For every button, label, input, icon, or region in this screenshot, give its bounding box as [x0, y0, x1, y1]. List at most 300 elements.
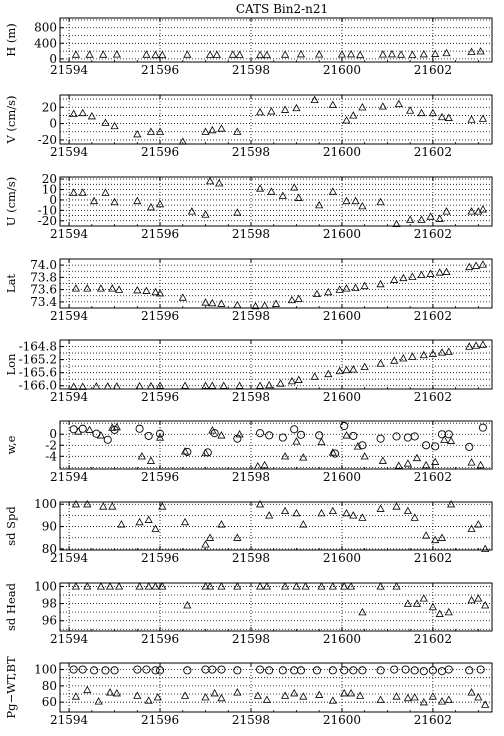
ytick-label: -165.6	[18, 365, 57, 380]
ytick-label: -166.0	[18, 378, 57, 393]
circle-marker	[266, 667, 273, 674]
triangle-marker	[439, 114, 446, 120]
triangle-marker	[134, 287, 141, 293]
xtick-label: 21600	[322, 63, 362, 77]
triangle-marker	[98, 583, 105, 589]
triangle-marker	[107, 689, 114, 695]
xtick-label: 21602	[413, 309, 452, 323]
ytick-label: -4	[45, 449, 57, 464]
triangle-marker	[300, 454, 307, 460]
xtick-label: 21598	[231, 632, 271, 646]
triangle-marker	[152, 52, 159, 58]
triangle-marker	[136, 519, 143, 525]
triangle-marker	[277, 380, 284, 386]
triangle-marker	[293, 438, 300, 444]
ytick-label: 98	[41, 596, 57, 611]
circle-marker	[184, 667, 191, 674]
triangle-marker	[73, 285, 80, 291]
xtick-label: 21598	[231, 390, 271, 404]
triangle-marker	[182, 519, 189, 525]
ytick-label: -164.8	[18, 339, 57, 354]
triangle-marker	[113, 690, 120, 696]
triangle-marker	[480, 261, 487, 267]
ytick-label: 0	[49, 116, 57, 131]
circle-marker	[256, 666, 263, 673]
ylabel: Lon	[4, 353, 18, 376]
triangle-marker	[134, 198, 141, 204]
triangle-marker	[407, 216, 414, 222]
triangle-marker	[218, 125, 225, 131]
ytick-label: 80	[41, 541, 57, 556]
triangle-marker	[439, 698, 446, 704]
circle-marker	[218, 666, 225, 673]
ylabel: V (cm/s)	[4, 95, 18, 144]
triangle-marker	[377, 505, 384, 511]
triangle-marker	[468, 459, 475, 465]
xtick-label: 21594	[50, 632, 89, 646]
triangle-marker	[468, 48, 475, 54]
ylabel: sd Head	[4, 583, 18, 631]
triangle-marker	[95, 698, 102, 704]
triangle-marker	[443, 50, 450, 56]
triangle-marker	[404, 508, 411, 514]
ytick-label: 96	[41, 613, 57, 628]
triangle-marker	[254, 463, 261, 469]
triangle-marker	[84, 687, 91, 693]
triangle-marker	[98, 285, 105, 291]
triangle-marker	[391, 357, 398, 363]
xtick-label: 21594	[50, 390, 89, 404]
triangle-marker	[209, 127, 216, 133]
circle-marker	[313, 667, 320, 674]
triangle-marker	[145, 583, 152, 589]
triangle-marker	[109, 285, 116, 291]
triangle-marker	[473, 342, 480, 348]
ytick-label: 20	[41, 172, 57, 187]
circle-marker	[104, 436, 111, 443]
triangle-marker	[148, 457, 155, 463]
triangle-marker	[216, 180, 223, 186]
triangle-marker	[477, 462, 484, 468]
triangle-marker	[102, 119, 109, 125]
triangle-marker	[480, 115, 487, 121]
triangle-marker	[343, 510, 350, 516]
triangle-marker	[279, 192, 286, 198]
circle-marker	[404, 434, 411, 441]
xtick-label: 21594	[50, 713, 89, 727]
ytick-label: 0	[49, 51, 57, 66]
circle-marker	[291, 667, 298, 674]
panels	[4, 18, 492, 727]
xtick-label: 21600	[322, 145, 362, 159]
triangle-marker	[264, 696, 271, 702]
xtick-label: 21600	[322, 309, 362, 323]
triangle-marker	[311, 373, 318, 379]
triangle-marker	[414, 455, 421, 461]
panel-2	[4, 172, 492, 241]
circle-marker	[234, 667, 241, 674]
triangle-marker	[100, 51, 107, 57]
circle-marker	[420, 668, 427, 675]
xtick-label: 21598	[231, 470, 271, 484]
circle-marker	[466, 443, 473, 450]
triangle-marker	[145, 516, 152, 522]
triangle-marker	[207, 51, 214, 57]
triangle-marker	[282, 692, 289, 698]
triangle-marker	[209, 382, 216, 388]
triangle-marker	[404, 460, 411, 466]
triangle-marker	[291, 690, 298, 696]
triangle-marker	[445, 696, 452, 702]
circle-marker	[316, 432, 323, 439]
panel-0	[4, 18, 492, 77]
triangle-marker	[357, 692, 364, 698]
xtick-label: 21598	[231, 713, 271, 727]
triangle-marker	[295, 376, 302, 382]
triangle-marker	[473, 262, 480, 268]
triangle-marker	[482, 545, 489, 551]
triangle-marker	[379, 457, 386, 463]
triangle-marker	[234, 302, 241, 308]
circle-marker	[111, 667, 118, 674]
ytick-label: 73.8	[30, 270, 57, 285]
triangle-marker	[404, 695, 411, 701]
xtick-label: 21602	[413, 470, 452, 484]
triangle-marker	[350, 112, 357, 118]
triangle-marker	[107, 583, 114, 589]
triangle-marker	[409, 353, 416, 359]
triangle-marker	[266, 512, 273, 518]
triangle-marker	[379, 103, 386, 109]
triangle-marker	[482, 701, 489, 707]
xtick-label: 21602	[413, 632, 452, 646]
circle-marker	[341, 422, 348, 429]
triangle-marker	[377, 360, 384, 366]
triangle-marker	[357, 52, 364, 58]
triangle-marker	[118, 521, 125, 527]
xtick-label: 21596	[140, 470, 180, 484]
triangle-marker	[218, 432, 225, 438]
triangle-marker	[445, 114, 452, 120]
panel-frame	[60, 583, 492, 631]
triangle-marker	[300, 521, 307, 527]
triangle-marker	[261, 302, 268, 308]
triangle-marker	[361, 363, 368, 369]
triangle-marker	[116, 583, 123, 589]
triangle-marker	[179, 294, 186, 300]
panel-frame	[60, 502, 492, 550]
triangle-marker	[88, 113, 95, 119]
triangle-marker	[395, 101, 402, 107]
triangle-marker	[361, 283, 368, 289]
triangle-marker	[257, 382, 264, 388]
circle-marker	[291, 426, 298, 433]
panel-6	[4, 497, 492, 565]
triangle-marker	[79, 189, 86, 195]
triangle-marker	[468, 208, 475, 214]
circle-marker	[411, 667, 418, 674]
triangle-marker	[343, 432, 350, 438]
circle-marker	[79, 666, 86, 673]
circle-marker	[445, 431, 452, 438]
triangle-marker	[86, 51, 93, 57]
triangle-marker	[400, 355, 407, 361]
ylabel: Lat	[4, 273, 18, 294]
triangle-marker	[420, 352, 427, 358]
circle-marker	[134, 666, 141, 673]
xtick-label: 21594	[50, 470, 89, 484]
ytick-label: 0	[49, 192, 57, 207]
circle-marker	[479, 424, 486, 431]
triangle-marker	[352, 198, 359, 204]
circle-marker	[136, 425, 143, 432]
ylabel: w,e	[4, 435, 18, 455]
triangle-marker	[188, 208, 195, 214]
ytick-label: 400	[34, 36, 57, 51]
ytick-label: 60	[41, 695, 57, 710]
ytick-label: -20	[37, 132, 57, 147]
ytick-label: 73.4	[30, 294, 57, 309]
triangle-marker	[116, 286, 123, 292]
triangle-marker	[418, 272, 425, 278]
triangle-marker	[202, 541, 209, 547]
xtick-label: 21598	[231, 63, 271, 77]
triangle-marker	[377, 696, 384, 702]
triangle-marker	[289, 378, 296, 384]
circle-marker	[202, 666, 209, 673]
ytick-label: 90	[41, 519, 57, 534]
xtick-label: 21596	[140, 390, 180, 404]
triangle-marker	[254, 692, 261, 698]
xtick-label: 21600	[322, 551, 362, 565]
ytick-label: 100	[34, 579, 57, 594]
triangle-marker	[436, 269, 443, 275]
triangle-marker	[282, 51, 289, 57]
ytick-label: -20	[37, 213, 57, 228]
triangle-marker	[418, 110, 425, 116]
triangle-marker	[184, 602, 191, 608]
triangle-marker	[475, 208, 482, 214]
triangle-marker	[343, 285, 350, 291]
triangle-marker	[202, 694, 209, 700]
triangle-marker	[266, 382, 273, 388]
triangle-marker	[264, 52, 271, 58]
triangle-marker	[343, 117, 350, 123]
panel-frame	[60, 95, 492, 144]
circle-marker	[359, 667, 366, 674]
triangle-marker	[318, 510, 325, 516]
xtick-label: 21594	[50, 227, 89, 241]
triangle-marker	[343, 198, 350, 204]
panel-5	[4, 421, 492, 484]
panel-3	[4, 258, 492, 323]
ytick-label: 100	[34, 662, 57, 677]
ytick-label: -10	[37, 203, 57, 218]
circle-marker	[279, 667, 286, 674]
triangle-marker	[411, 694, 418, 700]
panel-4	[4, 340, 492, 404]
triangle-marker	[70, 189, 77, 195]
triangle-marker	[468, 597, 475, 603]
triangle-marker	[314, 291, 321, 297]
triangle-marker	[268, 108, 275, 114]
ytick-label: 800	[34, 20, 57, 35]
circle-marker	[329, 667, 336, 674]
triangle-marker	[443, 208, 450, 214]
triangle-marker	[343, 367, 350, 373]
xtick-label: 21598	[231, 551, 271, 565]
triangle-marker	[420, 51, 427, 57]
triangle-marker	[220, 382, 227, 388]
triangle-marker	[409, 51, 416, 57]
triangle-marker	[361, 453, 368, 459]
triangle-marker	[70, 110, 77, 116]
xtick-label: 21600	[322, 390, 362, 404]
xtick-label: 21602	[413, 713, 452, 727]
triangle-marker	[295, 295, 302, 301]
triangle-marker	[98, 432, 105, 438]
triangle-marker	[482, 602, 489, 608]
triangle-marker	[423, 462, 430, 468]
ytick-label: 100	[34, 497, 57, 512]
xtick-label: 21596	[140, 227, 180, 241]
triangle-marker	[293, 105, 300, 111]
triangle-marker	[407, 107, 414, 113]
xtick-label: 21596	[140, 551, 180, 565]
triangle-marker	[73, 51, 80, 57]
ytick-label: 10	[41, 182, 57, 197]
circle-marker	[70, 666, 77, 673]
triangle-marker	[257, 185, 264, 191]
circle-marker	[145, 432, 152, 439]
triangle-marker	[359, 203, 366, 209]
xtick-label: 21598	[231, 227, 271, 241]
triangle-marker	[475, 694, 482, 700]
triangle-marker	[423, 532, 430, 538]
xtick-label: 21596	[140, 632, 180, 646]
triangle-marker	[379, 51, 386, 57]
xtick-label: 21598	[231, 145, 271, 159]
circle-marker	[279, 434, 286, 441]
triangle-marker	[218, 695, 225, 701]
circle-marker	[341, 667, 348, 674]
circle-marker	[438, 668, 445, 675]
triangle-marker	[257, 109, 264, 115]
circle-marker	[377, 667, 384, 674]
circle-marker	[209, 666, 216, 673]
circle-marker	[359, 442, 366, 449]
triangle-marker	[84, 285, 91, 291]
xtick-label: 21602	[413, 63, 452, 77]
triangle-marker	[466, 264, 473, 270]
triangle-marker	[445, 348, 452, 354]
triangle-marker	[350, 512, 357, 518]
triangle-marker	[282, 508, 289, 514]
triangle-marker	[475, 595, 482, 601]
ytick-label: 20	[41, 100, 57, 115]
triangle-marker	[257, 583, 264, 589]
triangle-marker	[436, 610, 443, 616]
circle-marker	[297, 431, 304, 438]
triangle-marker	[468, 116, 475, 122]
ytick-label: -165.2	[18, 352, 57, 367]
ytick-label: 80	[41, 678, 57, 693]
xtick-label: 21600	[322, 227, 362, 241]
triangle-marker	[202, 211, 209, 217]
triangle-marker	[298, 51, 305, 57]
triangle-marker	[475, 521, 482, 527]
circle-marker	[377, 435, 384, 442]
triangle-marker	[348, 690, 355, 696]
triangle-marker	[348, 51, 355, 57]
xtick-label: 21600	[322, 632, 362, 646]
ytick-label: 73.6	[30, 282, 57, 297]
triangle-marker	[409, 273, 416, 279]
triangle-marker	[316, 51, 323, 57]
ylabel: U (cm/s)	[4, 176, 18, 227]
xtick-label: 21596	[140, 63, 180, 77]
triangle-marker	[218, 300, 225, 306]
triangle-marker	[86, 426, 93, 432]
triangle-marker	[445, 609, 452, 615]
triangle-marker	[236, 51, 243, 57]
xtick-label: 21594	[50, 145, 89, 159]
xtick-label: 21602	[413, 227, 452, 241]
triangle-marker	[316, 691, 323, 697]
xtick-label: 21594	[50, 63, 89, 77]
triangle-marker	[350, 366, 357, 372]
circle-marker	[297, 667, 304, 674]
triangle-marker	[293, 510, 300, 516]
triangle-marker	[420, 595, 427, 601]
xtick-label: 21602	[413, 551, 452, 565]
triangle-marker	[295, 194, 302, 200]
circle-marker	[350, 432, 357, 439]
panel-1	[4, 95, 492, 159]
triangle-marker	[218, 521, 225, 527]
triangle-marker	[436, 215, 443, 221]
triangle-marker	[213, 51, 220, 57]
triangle-marker	[325, 371, 332, 377]
circle-marker	[466, 667, 473, 674]
ytick-label: -2	[45, 438, 57, 453]
xtick-label: 21600	[322, 713, 362, 727]
triangle-marker	[134, 131, 141, 137]
triangle-marker	[318, 439, 325, 445]
xtick-label: 21594	[50, 551, 89, 565]
triangle-marker	[229, 51, 236, 57]
triangle-marker	[329, 101, 336, 107]
circle-marker	[445, 666, 452, 673]
triangle-marker	[79, 110, 86, 116]
panel-7	[4, 579, 492, 646]
triangle-marker	[418, 216, 425, 222]
ylabel: sd Spd	[4, 506, 18, 546]
xtick-label: 21600	[322, 470, 362, 484]
xtick-label: 21602	[413, 390, 452, 404]
triangle-marker	[439, 349, 446, 355]
ylabel: H (m)	[4, 23, 18, 57]
triangle-marker	[134, 692, 141, 698]
triangle-marker	[209, 300, 216, 306]
triangle-marker	[143, 51, 150, 57]
panel-frame	[60, 340, 492, 389]
triangle-marker	[329, 508, 336, 514]
triangle-marker	[257, 52, 264, 58]
triangle-marker	[143, 287, 150, 293]
circle-marker	[102, 667, 109, 674]
figure-title: CATS Bin2-n21	[235, 2, 329, 16]
